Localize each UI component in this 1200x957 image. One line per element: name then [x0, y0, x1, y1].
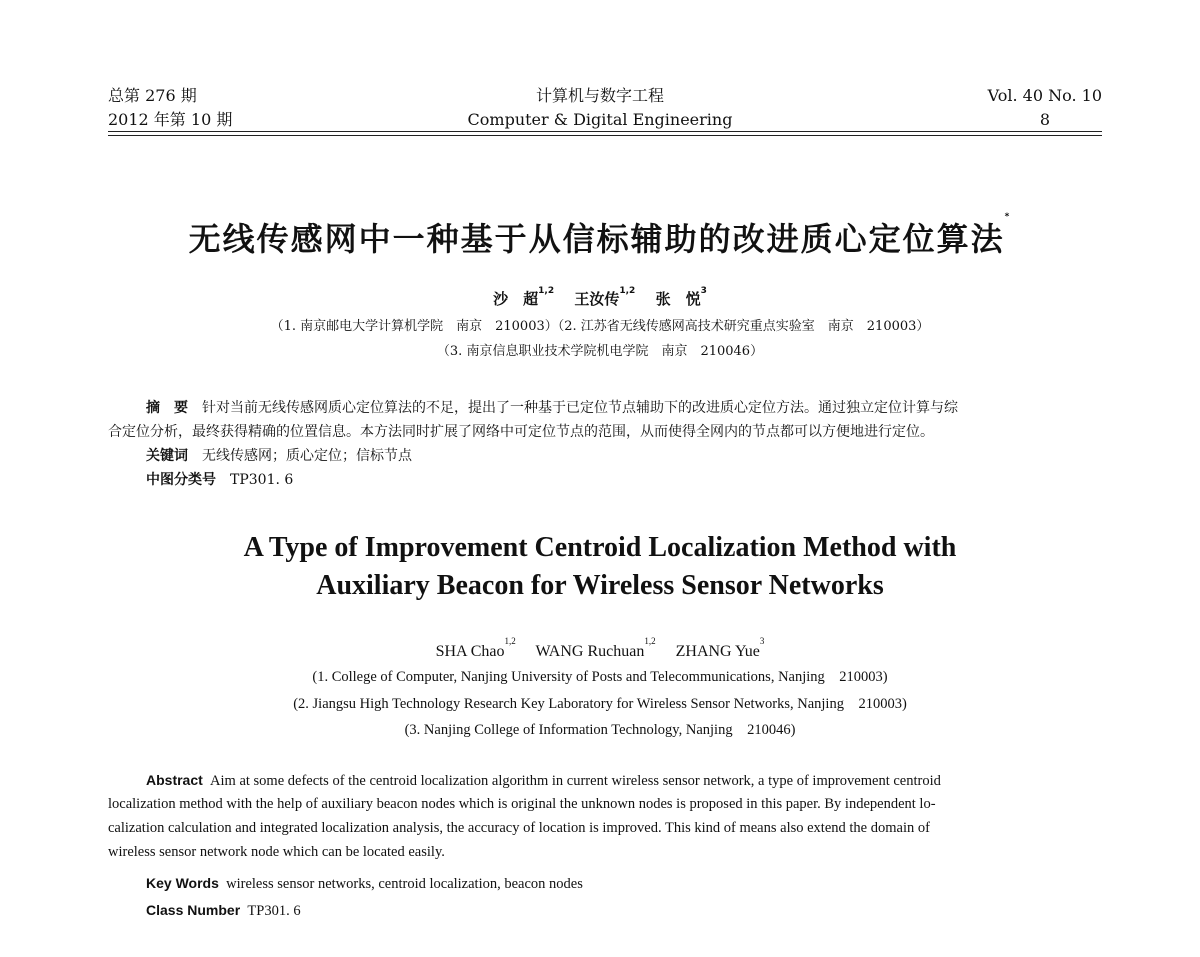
abstract-en-line: Abstract Aim at some defects of the centroid localization algorithm in current wireless sensor network, a type of improvement centroid — [146, 772, 941, 789]
affiliation-en: (3. Nanjing College of Information Technology, Nanjing 210046) — [404, 722, 796, 738]
keywords-en: Key Words wireless sensor networks, centroid localization, beacon nodes — [146, 875, 583, 892]
issue-total: 总第 276 期 — [108, 86, 197, 105]
paper-title-en-line: A Type of Improvement Centroid Localization Method with — [243, 532, 957, 563]
paper-title-cn-text: 无线传感网中一种基于从信标辅助的改进质心定位算法 — [188, 220, 1005, 258]
affiliation-en: (1. College of Computer, Nanjing University of Posts and Telecommunications, Nanjing 210003) — [312, 669, 888, 685]
page-number: 8 — [1039, 110, 1050, 129]
header-rule-top — [108, 131, 1102, 132]
volume-number: Vol. 40 No. 10 — [987, 86, 1102, 105]
author-cn: 王汝传$^{1,2}$ — [574, 286, 636, 308]
authors-en — [0, 638, 1200, 661]
paper-title-en-line: Auxiliary Beacon for Wireless Sensor Networks — [316, 570, 884, 601]
class-number-cn-label: 中图分类号 — [146, 472, 216, 488]
affiliation-cn: （1. 南京邮电大学计算机学院 南京 210003）（2. 江苏省无线传感网高技术研究重点实验室 南京 210003） — [270, 319, 930, 334]
author-en: ZHANG Yue$^3$ — [675, 636, 765, 660]
authors-cn — [0, 288, 1200, 309]
affiliation-cn: （3. 南京信息职业技术学院机电学院 南京 210046） — [436, 344, 764, 359]
keywords-en-label: Key Words — [146, 875, 219, 891]
abstract-cn-line: 合定位分析，最终获得精确的位置信息。本方法同时扩展了网络中可定位节点的范围，从而使得全网内的节点都可以方便地进行定位。 — [108, 424, 934, 440]
author-en: SHA Chao$^{1,2}$ — [435, 636, 516, 660]
abstract-cn-line: 摘 要 针对当前无线传感网质心定位算法的不足，提出了一种基于已定位节点辅助下的改进质心定位方法。通过独立定位计算与综 — [146, 400, 958, 416]
abstract-en-label: Abstract — [146, 772, 203, 788]
class-number-en-label: Class Number — [146, 902, 241, 918]
abstract-cn-label: 摘 要 — [146, 400, 188, 416]
journal-title-cn: 计算机与数字工程 — [535, 86, 664, 105]
header-rule-bottom — [108, 135, 1102, 136]
author-en: WANG Ruchuan$^{1,2}$ — [535, 636, 656, 660]
author-cn: 沙 超$^{1,2}$ — [493, 286, 555, 308]
class-number-en: Class Number TP301. 6 — [146, 902, 301, 919]
paper-title-cn — [0, 214, 1200, 260]
affiliation-en: (2. Jiangsu High Technology Research Key Laboratory for Wireless Sensor Networks, Nanjing 210003) — [293, 696, 907, 712]
abstract-en-line: wireless sensor network node which can be located easily. — [108, 844, 445, 860]
title-footnote-mark: * — [1004, 212, 1012, 222]
keywords-cn: 关键词 无线传感网；质心定位；信标节点 — [146, 448, 412, 464]
keywords-cn-label: 关键词 — [146, 448, 188, 464]
author-cn: 张 悦$^3$ — [655, 286, 707, 308]
issue-year: 2012 年第 10 期 — [108, 110, 233, 129]
journal-title-en: Computer & Digital Engineering — [467, 110, 733, 129]
abstract-en-line: localization method with the help of auxiliary beacon nodes which is original the unknown nodes is proposed in this paper. By independent lo- — [108, 796, 936, 812]
class-number-cn: 中图分类号 TP301. 6 — [146, 472, 294, 488]
abstract-en-line: calization calculation and integrated localization analysis, the accuracy of location is improved. This kind of means also extend the domain of — [108, 820, 930, 836]
